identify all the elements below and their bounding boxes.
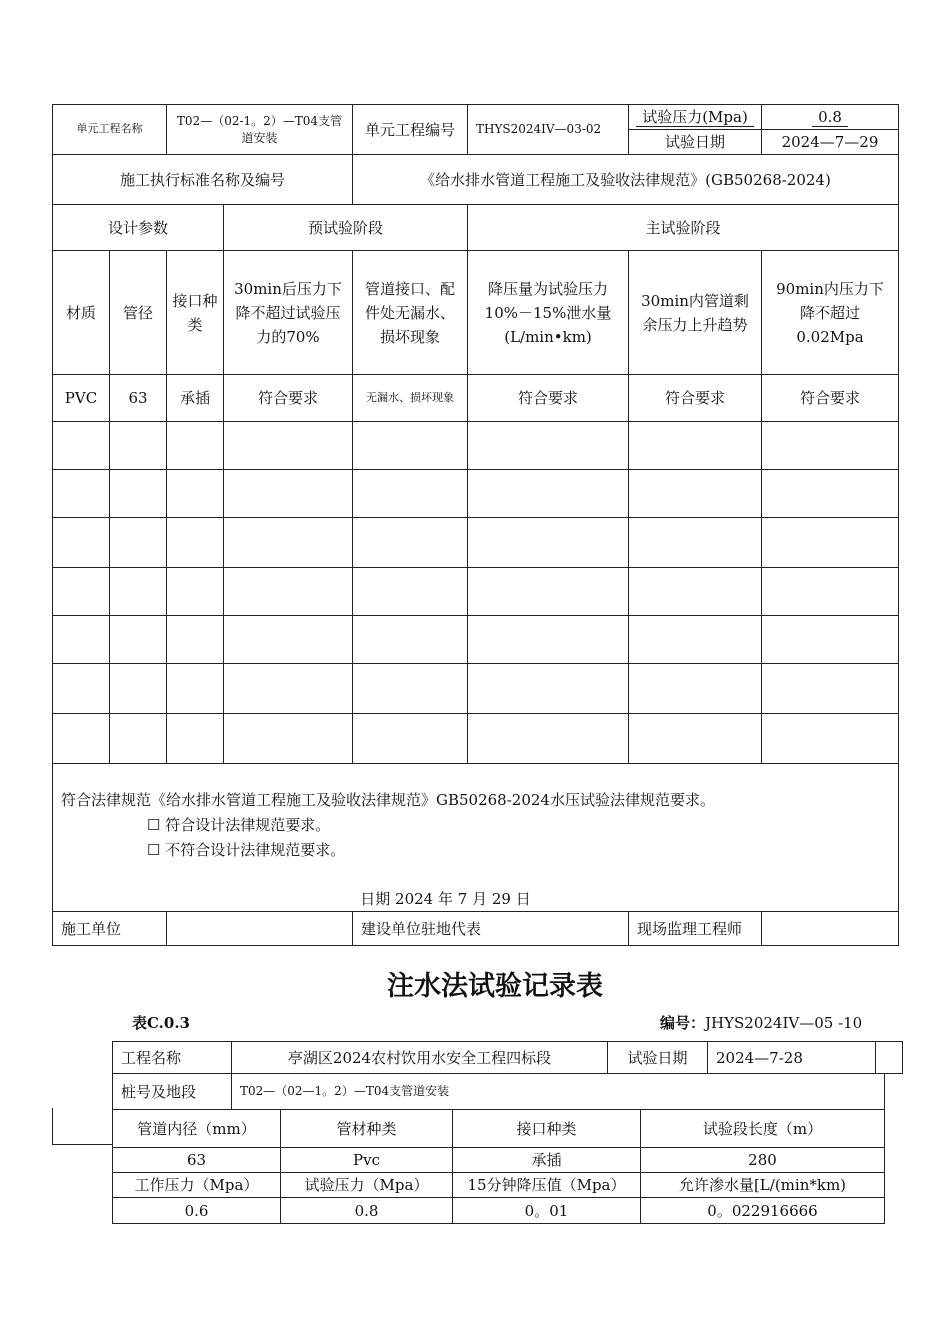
cell-joint-type: 承插 [167, 375, 224, 422]
header-working-pressure: 工作压力（Mpa） [113, 1173, 281, 1198]
station-value: T02—（02—1。2）—T04支管道安装 [232, 1074, 885, 1110]
value-allowed-seepage: 0。022916666 [641, 1198, 885, 1224]
test-pressure-value: 0.8 [762, 105, 899, 130]
header-inner-diameter: 管道内径（mm） [113, 1110, 281, 1148]
col-header-drain-volume: 降压量为试验压力10%－15%泄水量(L/min•km) [468, 251, 629, 375]
table-row [53, 518, 899, 568]
standard-value: 《给水排水管道工程施工及验收法律规范》(GB50268-2024) [353, 155, 899, 205]
unit-project-no-value: THYS2024IV—03-02 [468, 105, 629, 155]
cell-90min-drop: 符合要求 [762, 375, 899, 422]
project-name-value: 亭湖区2024农村饮用水安全工程四标段 [232, 1042, 608, 1074]
table-row [53, 375, 899, 422]
test-date-label-2: 试验日期 [608, 1042, 708, 1074]
table-row [113, 1148, 885, 1173]
water-injection-params-table [112, 1109, 885, 1224]
pressure-test-record-table [52, 104, 899, 946]
table-row [53, 616, 899, 664]
water-injection-header-table [112, 1041, 903, 1074]
owner-rep-label: 建设单位驻地代表 [353, 912, 629, 946]
conclusion-text: 符合法律规范《给水排水管道工程施工及验收法律规范》GB50268-2024水压试验法律规范要求。 [61, 791, 715, 809]
value-working-pressure: 0.6 [113, 1198, 281, 1224]
sign-date: 日期 2024 年 7 月 29 日 [360, 890, 531, 908]
checkbox-not-meets-design[interactable]: ☐ 不符合设计法律规范要求。 [147, 841, 346, 859]
header-joint-type: 接口种类 [453, 1110, 641, 1148]
cell-no-leak: 无漏水、损坏现象 [353, 375, 468, 422]
pre-test-stage-label: 预试验阶段 [224, 205, 468, 251]
test-date-value-2: 2024—7-28 [708, 1042, 876, 1074]
construction-unit-label: 施工单位 [53, 912, 167, 946]
station-label: 桩号及地段 [113, 1074, 232, 1110]
water-injection-test-title: 注水法试验记录表 [387, 971, 603, 1002]
value-test-pressure: 0.8 [281, 1198, 453, 1224]
table-row [53, 664, 899, 714]
cell-drain-volume: 符合要求 [468, 375, 629, 422]
test-date-value: 2024—7—29 [762, 130, 899, 155]
standard-label: 施工执行标准名称及编号 [53, 155, 353, 205]
conclusion-cell [53, 764, 899, 912]
value-15min-drop: 0。01 [453, 1198, 641, 1224]
cell-30min-trend: 符合要求 [629, 375, 762, 422]
unit-project-name-label: 单元工程名称 [53, 105, 167, 155]
header-test-pressure: 试验压力（Mpa） [281, 1173, 453, 1198]
test-pressure-label: 试验压力(Mpa) [629, 105, 762, 130]
value-pipe-material: Pvc [281, 1148, 453, 1173]
header-test-length: 试验段长度（m） [641, 1110, 885, 1148]
main-test-stage-label: 主试验阶段 [468, 205, 899, 251]
test-date-label: 试验日期 [629, 130, 762, 155]
cell-material: PVC [53, 375, 110, 422]
divider [52, 1108, 53, 1144]
col-header-joint-type: 接口种类 [167, 251, 224, 375]
col-header-30min-drop: 30min后压力下降不超过试验压力的70% [224, 251, 353, 375]
table-row [53, 470, 899, 518]
unit-project-no-label: 单元工程编号 [353, 105, 468, 155]
header-pipe-material: 管材种类 [281, 1110, 453, 1148]
construction-unit-sign [167, 912, 353, 946]
col-header-diameter: 管径 [110, 251, 167, 375]
table-row [53, 422, 899, 470]
value-test-length: 280 [641, 1148, 885, 1173]
station-table [112, 1073, 885, 1110]
header-15min-drop: 15分钟降压值（Mpa） [453, 1173, 641, 1198]
divider [52, 1144, 112, 1145]
form-code: 表C.0.3 [132, 1014, 190, 1032]
cell-30min-drop: 符合要求 [224, 375, 353, 422]
header-allowed-seepage: 允许渗水量[L/(min*km) [641, 1173, 885, 1198]
form-number: 编号：JHYS2024IV—05 -10 [660, 1014, 863, 1032]
supervisor-label: 现场监理工程师 [629, 912, 762, 946]
col-header-90min-drop: 90min内压力下降不超过0.02Mpa [762, 251, 899, 375]
project-name-label: 工程名称 [113, 1042, 232, 1074]
table-row [53, 568, 899, 616]
table-row [53, 714, 899, 764]
col-header-material: 材质 [53, 251, 110, 375]
col-header-30min-trend: 30min内管道剩余压力上升趋势 [629, 251, 762, 375]
col-header-no-leak: 管道接口、配件处无漏水、损坏现象 [353, 251, 468, 375]
supervisor-sign [762, 912, 899, 946]
table-row [113, 1198, 885, 1224]
design-params-label: 设计参数 [53, 205, 224, 251]
unit-project-name-value: T02—（02-1。2）—T04支管道安装 [167, 105, 353, 155]
checkbox-meets-design[interactable]: ☐ 符合设计法律规范要求。 [147, 816, 331, 834]
value-inner-diameter: 63 [113, 1148, 281, 1173]
cell-diameter: 63 [110, 375, 167, 422]
value-joint-type: 承插 [453, 1148, 641, 1173]
